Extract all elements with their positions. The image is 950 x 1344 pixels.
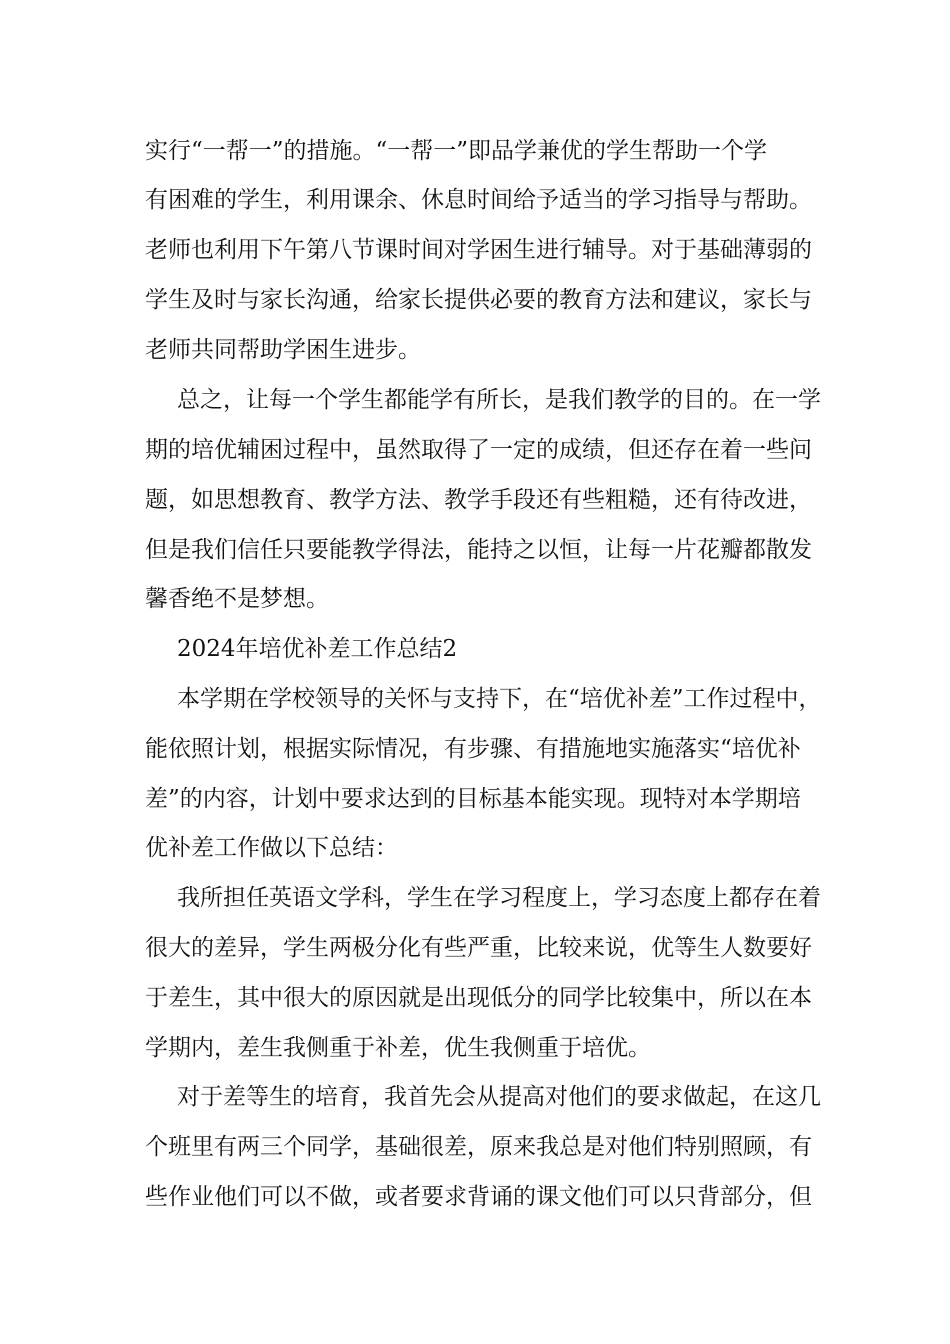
- text-line: 馨香绝不是梦想。: [145, 586, 329, 612]
- paragraph-first-line: 总之，让每一个学生都能学有所长，是我们教学的目的。在一学: [177, 387, 821, 413]
- paragraph-first-line: 本学期在学校领导的关怀与支持下，在“培优补差”工作过程中，: [177, 686, 822, 712]
- text-line: 实行“一帮一”的措施。“一帮一”即品学兼优的学生帮助一个学: [145, 138, 768, 164]
- text-line: 个班里有两三个同学，基础很差，原来我总是对他们特别照顾，有: [145, 1134, 812, 1160]
- text-line: 老师也利用下午第八节课时间对学困生进行辅导。对于基础薄弱的: [145, 237, 812, 263]
- text-line: 有困难的学生，利用课余、休息时间给予适当的学习指导与帮助。: [145, 187, 812, 213]
- text-line: 很大的差异，学生两极分化有些严重，比较来说，优等生人数要好: [145, 935, 812, 961]
- text-line: 优补差工作做以下总结：: [145, 835, 398, 861]
- paragraph-first-line: 我所担任英语文学科，学生在学习程度上，学习态度上都存在着: [177, 885, 821, 911]
- text-line: 差”的内容，计划中要求达到的目标基本能实现。现特对本学期培: [145, 786, 801, 812]
- text-line: 些作业他们可以不做，或者要求背诵的课文他们可以只背部分，但: [145, 1184, 812, 1210]
- text-line: 期的培优辅困过程中，虽然取得了一定的成绩，但还存在着一些问: [145, 437, 812, 463]
- text-line: 但是我们信任只要能教学得法，能持之以恒，让每一片花瓣都散发: [145, 537, 812, 563]
- text-line: 于差生，其中很大的原因就是出现低分的同学比较集中，所以在本: [145, 985, 812, 1011]
- text-line: 能依照计划，根据实际情况，有步骤、有措施地实施落实“培优补: [145, 736, 801, 762]
- text-line: 学生及时与家长沟通，给家长提供必要的教育方法和建议，家长与: [145, 287, 812, 313]
- paragraph-first-line: 对于差等生的培育，我首先会从提高对他们的要求做起，在这几: [177, 1084, 821, 1110]
- text-line: 题，如思想教育、教学方法、教学手段还有些粗糙，还有待改进，: [145, 487, 812, 513]
- text-line: 学期内，差生我侧重于补差，优生我侧重于培优。: [145, 1035, 651, 1061]
- section-heading: 2024年培优补差工作总结2: [177, 636, 458, 662]
- text-line: 老师共同帮助学困生进步。: [145, 337, 421, 363]
